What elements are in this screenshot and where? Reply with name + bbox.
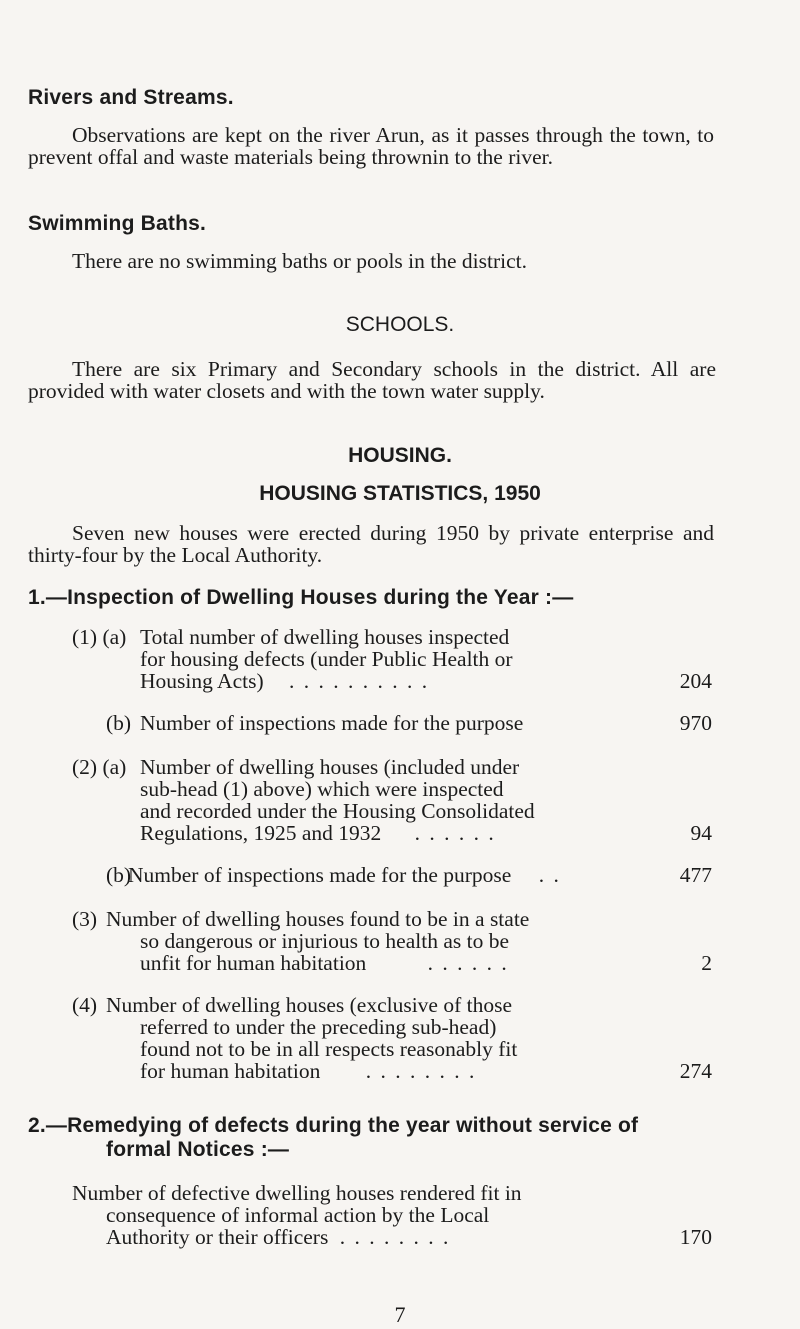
item-text: Number of dwelling houses (included under sub-head (1) above) which were inspected and recorded under the Housing Consolidated Regulations, 1925 and 1932 . . . . . . [140, 755, 535, 845]
section2-heading-line1: 2.—Remedying of defects during the year without service of [28, 1114, 639, 1137]
item-number: (4) [72, 993, 98, 1017]
list-item [72, 994, 712, 1084]
item-number: (3) [72, 907, 98, 931]
housing-statistics-title: HOUSING STATISTICS, 1950 [259, 482, 541, 505]
swimming-paragraph: There are no swimming baths or pools in the district. [72, 249, 527, 273]
item-text: Number of inspections made for the purpose . . [128, 863, 561, 887]
list-item [72, 756, 712, 846]
housing-intro-paragraph: Seven new houses were erected during 1950 by private enterprise and thirty-four by the Local Authority. [28, 521, 714, 567]
item-text: Number of dwelling houses (exclusive of those referred to under the preceding sub-head) found not to be in all respects reasonably fit for human habitation . . . . . . . . [106, 993, 518, 1083]
rivers-heading: Rivers and Streams. [28, 86, 234, 109]
item-value: 274 [679, 1059, 712, 1083]
item-number: (b) [106, 711, 132, 735]
item-text: Number of inspections made for the purpose [140, 711, 524, 735]
item-number: (2) (a) [72, 755, 127, 779]
item-value: 94 [690, 821, 712, 845]
section2-heading-line2: formal Notices :— [106, 1138, 290, 1161]
item-value: 170 [679, 1225, 712, 1249]
schools-title: SCHOOLS. [345, 313, 455, 336]
item-number: (1) (a) [72, 625, 127, 649]
list-item [72, 712, 712, 736]
page-number: 7 [394, 1302, 406, 1327]
rivers-paragraph: Observations are kept on the river Arun, as it passes through the town, to prevent offal and waste materials being thrownin to the river. [28, 123, 714, 169]
item-text: Number of dwelling houses found to be in a state so dangerous or injurious to health as to be unfit for human habitation . . . . . . [106, 907, 530, 975]
item-value: 477 [679, 863, 712, 887]
item-value: 970 [679, 711, 712, 735]
list-item [72, 1182, 712, 1252]
item-text: Number of defective dwelling houses rendered fit in consequence of informal action by the Local Authority or their officers . . . . . . . . [72, 1181, 522, 1249]
item-value: 204 [679, 669, 712, 693]
item-value: 2 [701, 951, 712, 975]
item-text: Total number of dwelling houses inspected for housing defects (under Public Health or Housing Acts) . . . . . . . . . . [140, 625, 513, 693]
list-item [72, 864, 712, 888]
schools-paragraph: There are six Primary and Secondary schools in the district. All are provided with water closets and with the town water supply. [28, 357, 716, 403]
swimming-heading: Swimming Baths. [28, 212, 207, 235]
section1-heading: 1.—Inspection of Dwelling Houses during the Year :— [28, 586, 574, 609]
housing-title: HOUSING. [348, 444, 452, 467]
list-item [72, 908, 712, 978]
item-number: (b) [106, 863, 132, 887]
list-item [72, 626, 712, 716]
